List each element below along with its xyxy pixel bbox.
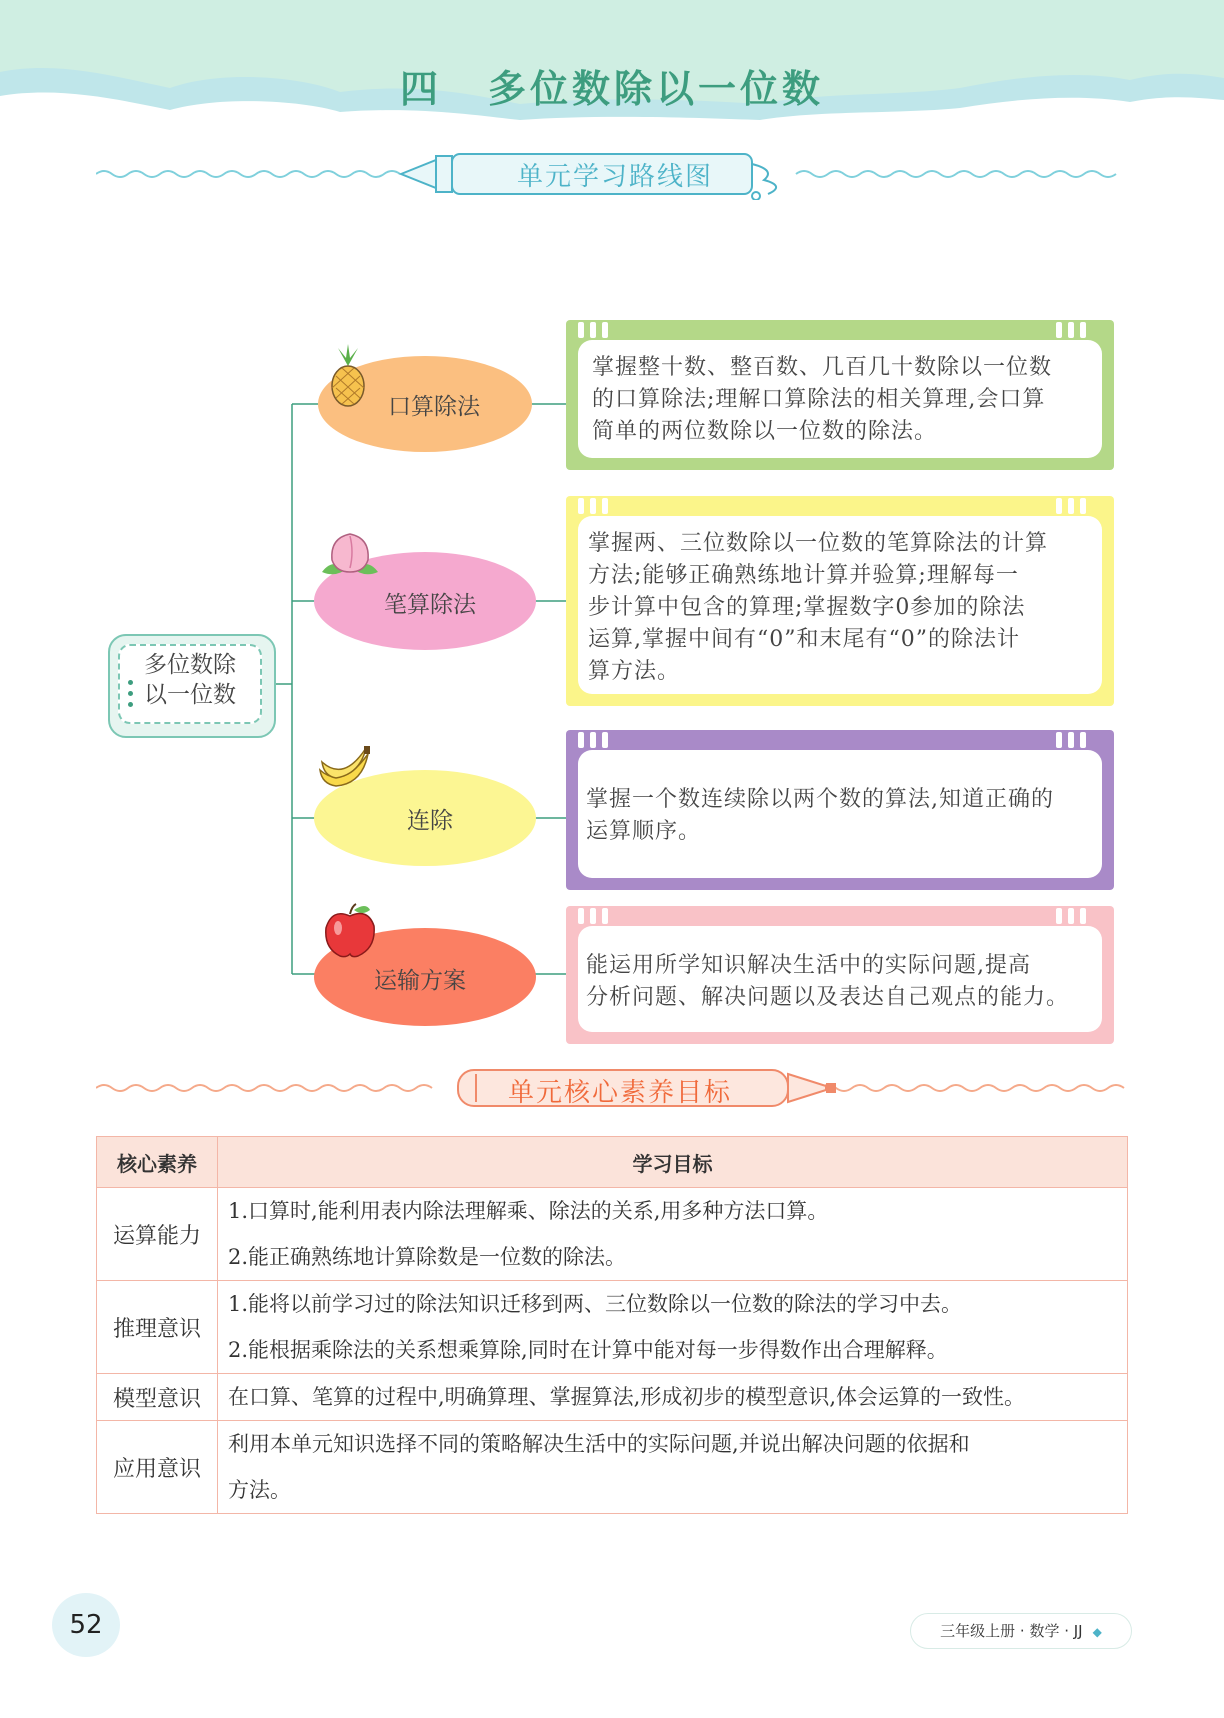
goal-item: 方法。 (228, 1478, 291, 1502)
pineapple-icon (326, 344, 370, 408)
goal-item: 2.能根据乘除法的关系想乘算除,同时在计算中能对每一步得数作出合理解释。 (228, 1338, 948, 1362)
row-key: 应用意识 (97, 1421, 218, 1514)
row-key: 推理意识 (97, 1281, 218, 1374)
table-row (97, 1281, 1128, 1374)
peach-icon (318, 528, 382, 580)
table-row (97, 1421, 1128, 1514)
table-row (97, 1188, 1128, 1281)
branch-desc-oral-division (592, 352, 1102, 448)
row-value (218, 1188, 1128, 1281)
book-info-badge (910, 1613, 1132, 1649)
desc-line: 掌握一个数连续除以两个数的算法,知道正确的 (586, 787, 1054, 812)
desc-line: 分析问题、解决问题以及表达自己观点的能力。 (586, 985, 1070, 1010)
root-node-text: 多位数除以一位数 (144, 652, 236, 708)
row-value (218, 1421, 1128, 1514)
comb-decoration (1056, 322, 1092, 338)
goal-item: 2.能正确熟练地计算除数是一位数的除法。 (228, 1245, 627, 1269)
comb-decoration (578, 498, 614, 514)
table-row (97, 1374, 1128, 1421)
branch-label-written-division: 笔算除法 (384, 592, 476, 618)
table-header-cell: 核心素养 (97, 1137, 218, 1188)
table-header-row (97, 1137, 1128, 1188)
desc-line: 能运用所学知识解决生活中的实际问题,提高 (586, 953, 1031, 978)
desc-line: 步计算中包含的算理;掌握数字0参加的除法 (588, 595, 1026, 620)
comb-decoration (578, 322, 614, 338)
desc-line: 运算,掌握中间有“0”和末尾有“0”的除法计 (588, 627, 1020, 652)
core-goals-title: 单元核心素养目标 (507, 1078, 732, 1108)
branch-desc-written-division (588, 528, 1104, 688)
comb-decoration (1056, 908, 1092, 924)
row-value (218, 1281, 1128, 1374)
book-info-text: 三年级上册 · 数学 · JJ (940, 1622, 1083, 1640)
comb-decoration (1056, 498, 1092, 514)
desc-line: 掌握整十数、整百数、几百几十数除以一位数 (592, 355, 1053, 380)
branch-label-oral-division: 口算除法 (388, 394, 480, 420)
branch-desc-continuous-division (586, 784, 1102, 848)
desc-line: 掌握两、三位数除以一位数的笔算除法的计算 (588, 531, 1049, 556)
branch-label-continuous-division: 连除 (407, 808, 453, 834)
comb-decoration (1056, 732, 1092, 748)
desc-line: 的口算除法;理解口算除法的相关算理,会口算 (592, 387, 1046, 412)
goal-item: 1.口算时,能利用表内除法理解乘、除法的关系,用多种方法口算。 (228, 1199, 829, 1223)
route-map-title: 单元学习路线图 (516, 162, 713, 192)
core-goals-table (96, 1136, 1128, 1514)
row-key: 运算能力 (97, 1188, 218, 1281)
goal-item: 利用本单元知识选择不同的策略解决生活中的实际问题,并说出解决问题的依据和 (228, 1432, 970, 1456)
comb-decoration (578, 908, 614, 924)
desc-line: 方法;能够正确熟练地计算并验算;理解每一 (588, 563, 1019, 588)
unit-number: 四 (399, 67, 442, 111)
page-number: 52 (52, 1593, 120, 1657)
desc-line: 运算顺序。 (586, 819, 702, 844)
desc-line: 简单的两位数除以一位数的除法。 (592, 419, 938, 444)
row-value (218, 1374, 1128, 1421)
table-header-cell: 学习目标 (218, 1137, 1128, 1188)
row-key: 模型意识 (97, 1374, 218, 1421)
comb-decoration (578, 732, 614, 748)
goal-item: 1.能将以前学习过的除法知识迁移到两、三位数除以一位数的除法的学习中去。 (228, 1292, 963, 1316)
unit-title-text: 多位数除以一位数 (488, 67, 825, 111)
banana-icon (316, 744, 372, 794)
goal-item: 在口算、笔算的过程中,明确算理、掌握算法,形成初步的模型意识,体会运算的一致性。 (228, 1385, 1026, 1409)
branch-label-transport-plan: 运输方案 (374, 968, 466, 994)
desc-line: 算方法。 (588, 659, 681, 684)
diamond-icon: ◆ (1092, 1625, 1102, 1639)
apple-icon (324, 902, 378, 960)
branch-desc-transport-plan (586, 950, 1102, 1014)
root-node-label (118, 650, 262, 710)
